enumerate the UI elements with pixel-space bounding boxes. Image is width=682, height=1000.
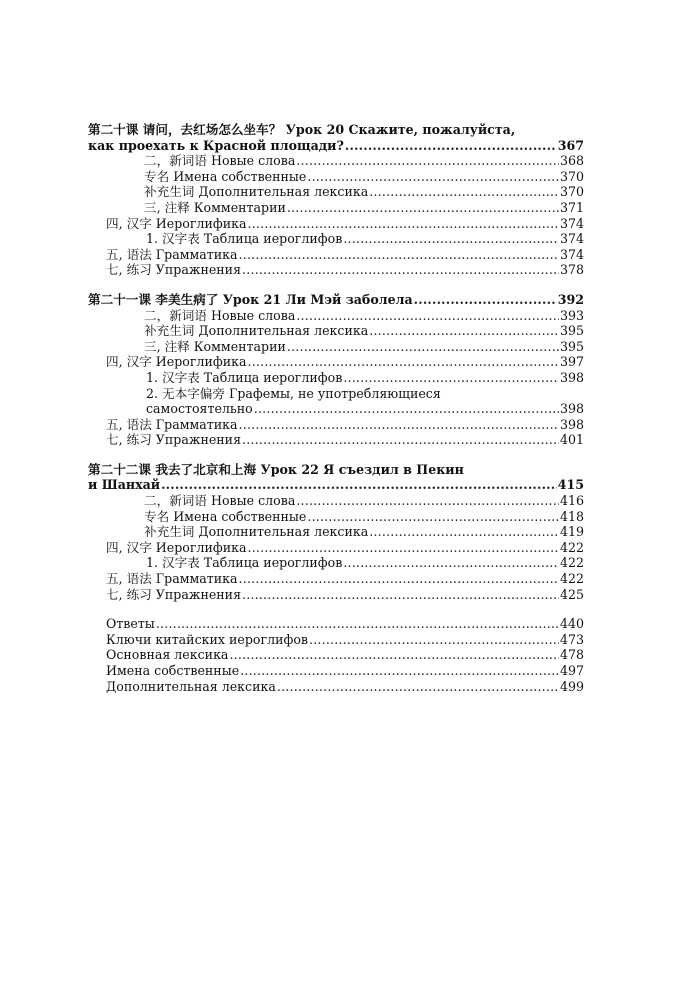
entry-label: Имена собственные xyxy=(106,663,240,678)
dot-leader xyxy=(161,477,557,493)
dot-leader xyxy=(156,616,559,632)
entry-label: 五, 语法 Грамматика xyxy=(106,571,238,587)
toc-entry[interactable] xyxy=(88,354,584,370)
page-number: 422 xyxy=(559,539,584,555)
entry-label: 七, 练习 Упражнения xyxy=(106,432,242,448)
dot-leader xyxy=(287,339,559,355)
page-number: 398 xyxy=(559,401,584,417)
page-number: 371 xyxy=(559,199,584,215)
entry-label: 2. 无本字偏旁 Графемы, не употребляющиеся xyxy=(146,385,441,401)
entry-label: Ключи китайских иероглифов xyxy=(106,631,309,647)
toc-entry[interactable] xyxy=(88,231,584,247)
toc-entry[interactable] xyxy=(88,571,584,587)
page-number: 368 xyxy=(559,153,584,169)
page-number: 374 xyxy=(559,246,584,262)
entry-label: 1. 汉字表 Таблица иероглифов xyxy=(146,555,343,571)
toc-entry[interactable] xyxy=(88,339,584,355)
page-number: 374 xyxy=(559,231,584,247)
page-number: 473 xyxy=(559,631,584,647)
lesson-heading-continuation: и Шанхай xyxy=(88,477,161,493)
dot-leader xyxy=(369,524,559,540)
page-number: 370 xyxy=(559,168,584,184)
entry-label: 三, 注释 Комментарии xyxy=(144,199,286,215)
dot-leader xyxy=(309,632,559,648)
lesson-heading: 第二十二课 我去了北京和上海 Урок 22 Я съездил в Пекин xyxy=(88,461,464,477)
toc-entry[interactable] xyxy=(88,323,584,339)
toc-entry[interactable] xyxy=(88,169,584,185)
dot-leader xyxy=(248,540,559,556)
toc-entry[interactable] xyxy=(88,555,584,571)
page-number: 395 xyxy=(559,338,584,354)
toc-entry[interactable] xyxy=(88,401,584,417)
entry-label: 1. 汉字表 Таблица иероглифов xyxy=(146,231,343,247)
dot-leader xyxy=(296,493,559,509)
entry-label: 四, 汉字 Иероглифика xyxy=(106,215,247,231)
toc-entry[interactable] xyxy=(88,647,584,663)
page-number: 425 xyxy=(559,586,584,602)
toc-entry[interactable] xyxy=(88,200,584,216)
page-number: 395 xyxy=(559,323,584,339)
toc-entry[interactable] xyxy=(88,632,584,648)
page-number: 370 xyxy=(559,184,584,200)
dot-leader xyxy=(239,247,559,263)
dot-leader xyxy=(296,153,559,169)
page-number: 418 xyxy=(559,508,584,524)
page-number: 497 xyxy=(559,663,584,678)
dot-leader xyxy=(296,308,559,324)
dot-leader xyxy=(242,432,559,448)
entry-label: 补充生词 Дополнительная лексика xyxy=(144,323,369,339)
spacer xyxy=(88,448,584,462)
entry-label: 二，新词语 Новые слова xyxy=(144,153,296,169)
dot-leader xyxy=(414,292,557,308)
appendix-section xyxy=(88,616,584,694)
page-number: 398 xyxy=(559,416,584,432)
page-number: 397 xyxy=(559,354,584,370)
entry-label: 二，新词语 Новые слова xyxy=(144,493,296,509)
page-number: 478 xyxy=(559,647,584,663)
lesson-21 xyxy=(88,292,584,448)
toc-entry[interactable] xyxy=(88,370,584,386)
toc-entry[interactable] xyxy=(88,247,584,263)
entry-label: 专名 Имена собственные xyxy=(144,168,307,184)
dot-leader xyxy=(242,587,559,603)
page-number: 415 xyxy=(557,477,584,493)
entry-label: 五, 语法 Грамматика xyxy=(106,416,238,432)
page-number: 374 xyxy=(559,215,584,231)
entry-label: 补充生词 Дополнительная лексика xyxy=(144,184,369,200)
table-of-contents xyxy=(88,122,584,694)
toc-entry[interactable] xyxy=(88,509,584,525)
entry-label: 三, 注释 Комментарии xyxy=(144,338,286,354)
lesson-22 xyxy=(88,462,584,602)
toc-entry[interactable] xyxy=(88,477,584,493)
toc-entry[interactable] xyxy=(88,663,584,679)
lesson-heading: 第二十一课 李美生病了 Урок 21 Ли Мэй заболела xyxy=(88,291,413,307)
dot-leader xyxy=(343,370,559,386)
toc-entry[interactable] xyxy=(88,308,584,324)
toc-entry[interactable] xyxy=(88,138,584,154)
toc-entry[interactable] xyxy=(88,616,584,632)
dot-leader xyxy=(242,262,559,278)
toc-entry[interactable] xyxy=(88,262,584,278)
entry-label: Дополнительная лексика xyxy=(106,678,276,694)
lesson-heading-continuation: как проехать к Красной площади? xyxy=(88,137,344,153)
dot-leader xyxy=(248,354,559,370)
dot-leader xyxy=(239,571,559,587)
page-number: 367 xyxy=(557,137,584,153)
toc-entry[interactable] xyxy=(88,153,584,169)
dot-leader xyxy=(239,417,559,433)
dot-leader xyxy=(369,323,559,339)
page-number: 401 xyxy=(559,432,584,448)
toc-entry[interactable] xyxy=(88,524,584,540)
page-number: 440 xyxy=(559,616,584,632)
page-number: 422 xyxy=(559,571,584,587)
dot-leader xyxy=(254,401,559,417)
dot-leader xyxy=(240,663,559,679)
dot-leader xyxy=(307,509,559,525)
page-number: 378 xyxy=(559,262,584,278)
dot-leader xyxy=(248,216,559,232)
entry-label: 七, 练习 Упражнения xyxy=(106,262,242,278)
entry-label: самостоятельно xyxy=(146,401,253,417)
entry-label: 四, 汉字 Иероглифика xyxy=(106,354,247,370)
page-number: 416 xyxy=(559,493,584,509)
entry-label: Ответы xyxy=(106,616,155,632)
entry-label: 补充生词 Дополнительная лексика xyxy=(144,524,369,540)
entry-label: 二，新词语 Новые слова xyxy=(144,307,296,323)
spacer xyxy=(88,278,584,292)
dot-leader xyxy=(287,200,559,216)
lesson-heading: 第二十课 请问，去红场怎么坐车？ Урок 20 Скажите, пожалуйста, xyxy=(88,122,516,137)
page-number: 393 xyxy=(559,307,584,323)
toc-entry[interactable] xyxy=(88,540,584,556)
page-number: 392 xyxy=(557,291,584,307)
page-number: 419 xyxy=(559,524,584,540)
toc-entry[interactable] xyxy=(88,493,584,509)
entry-label: 七, 练习 Упражнения xyxy=(106,586,242,602)
toc-entry[interactable] xyxy=(88,679,584,695)
dot-leader xyxy=(277,679,559,695)
entry-label: 五, 语法 Грамматика xyxy=(106,246,238,262)
page-number: 398 xyxy=(559,369,584,385)
toc-entry[interactable] xyxy=(88,432,584,448)
entry-label: 1. 汉字表 Таблица иероглифов xyxy=(146,369,343,385)
toc-entry[interactable] xyxy=(88,216,584,232)
page-number: 422 xyxy=(559,555,584,571)
spacer xyxy=(88,602,584,616)
dot-leader xyxy=(307,169,559,185)
dot-leader xyxy=(229,647,559,663)
toc-entry[interactable] xyxy=(88,417,584,433)
entry-label: Основная лексика xyxy=(106,647,229,663)
dot-leader xyxy=(343,231,559,247)
toc-entry[interactable] xyxy=(88,587,584,603)
page-number: 499 xyxy=(559,678,584,694)
dot-leader xyxy=(369,184,559,200)
dot-leader xyxy=(343,555,559,571)
toc-entry[interactable] xyxy=(88,292,584,308)
entry-label: 四, 汉字 Иероглифика xyxy=(106,539,247,555)
toc-entry[interactable] xyxy=(88,184,584,200)
dot-leader xyxy=(345,138,557,154)
lesson-20 xyxy=(88,122,584,278)
entry-label: 专名 Имена собственные xyxy=(144,508,307,524)
